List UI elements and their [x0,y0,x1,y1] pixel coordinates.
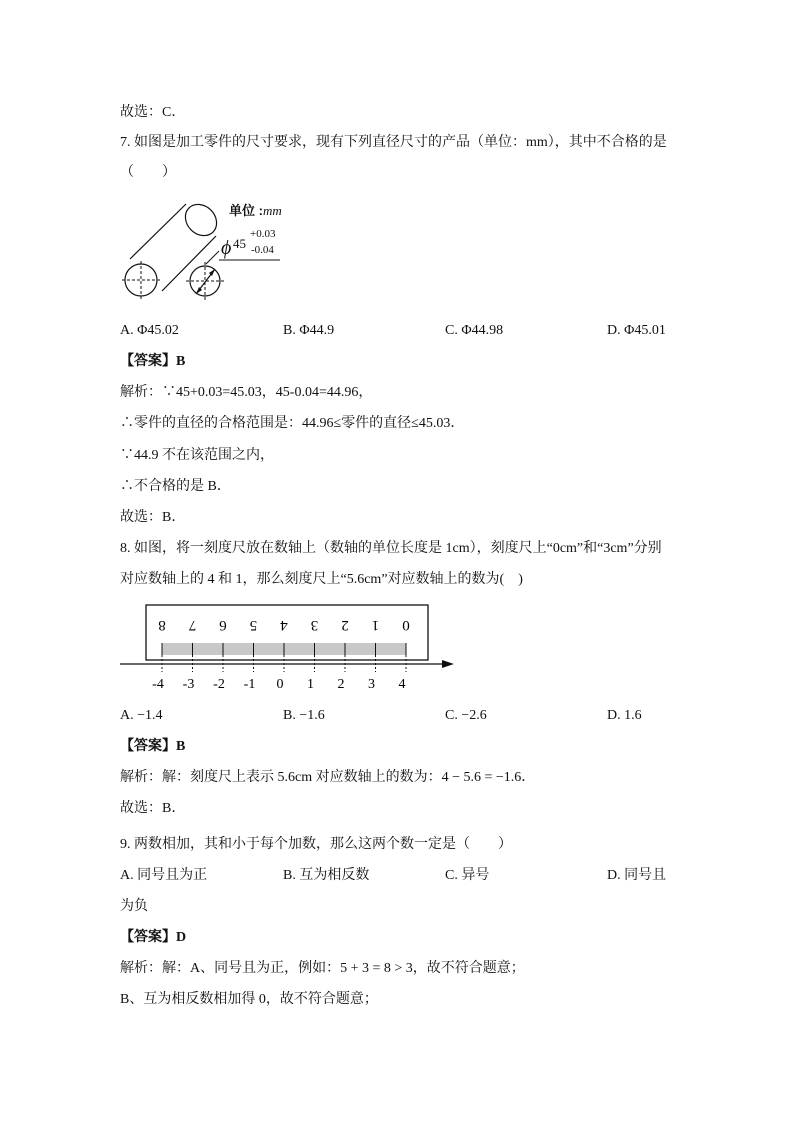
ruler-mark-label: 1 [371,617,380,633]
question-7-bracket: （ ） [120,165,176,180]
question-7-stem: 7. 如图是加工零件的尺寸要求，现有下列直径尺寸的产品（单位：mm），其中不合格的是 [120,135,667,150]
q7-option-a: A. Φ45.02 [120,323,179,338]
axis-tick-label: -3 [182,677,195,692]
figure-7-unit [229,200,282,219]
q7-answer: 【答案】B [120,354,186,369]
ruler-mark-label: 7 [188,617,197,633]
question-8-stem-2: 对应数轴上的 4 和 1，那么刻度尺上“5.6cm”对应数轴上的数为( ) [120,572,523,587]
q8-answer: 【答案】B [120,739,186,754]
q8-option-d: D. 1.6 [607,708,642,723]
ruler-mark-label: 4 [280,617,288,633]
q9-answer: 【答案】D [120,930,187,945]
ruler-mark-label: 0 [402,617,410,633]
q8-explanation-2: 故选：B． [120,801,186,816]
q9-option-d: D. 同号且 [607,868,667,883]
q8-option-c: C. −2.6 [445,708,487,723]
q7-option-c: C. Φ44.98 [445,323,504,338]
lower-tolerance: -0.04 [251,244,274,256]
q9-explanation-1: 解析：解：A、同号且为正，例如：5 + 3 = 8 > 3，故不符合题意； [120,961,525,976]
ruler-mark-label: 8 [158,617,166,633]
axis-tick-label: -4 [152,677,164,692]
ruler-mark-label: 2 [341,617,349,633]
figure-8-ruler-number-line [118,602,458,692]
phi-symbol: ϕ [221,237,232,259]
q7-explanation-4: ∴不合格的是 B． [120,479,231,494]
axis-tick-label: 3 [368,677,375,692]
answer-conclusion: 故选：C． [120,105,186,120]
q9-option-d-continued: 为负 [120,899,148,914]
ruler-mark-label: 5 [249,617,258,633]
number-line-arrow [442,660,454,668]
q7-explanation-1: 解析：∵45+0.03=45.03，45-0.04=44.96， [120,385,373,400]
q9-option-c: C. 异号 [445,868,490,883]
axis-tick-label: 4 [398,677,406,692]
axis-tick-label: 1 [307,677,314,692]
q8-explanation-1: 解析：解：刻度尺上表示 5.6cm 对应数轴上的数为：4 − 5.6 = −1.6． [120,770,536,785]
q9-explanation-2: B、互为相反数相加得 0，故不符合题意； [120,992,378,1007]
upper-tolerance: +0.03 [250,228,276,240]
nominal-value: 45 [233,236,246,251]
axis-tick-label: 2 [337,677,345,692]
q9-option-b: B. 互为相反数 [283,868,370,883]
figure-7-dimension [221,228,301,262]
ruler-mark-label: 6 [219,617,227,633]
q7-explanation-2: ∴零件的直径的合格范围是：44.96≤零件的直径≤45.03． [120,416,465,431]
q7-explanation-5: 故选：B． [120,510,186,525]
q8-option-b: B. −1.6 [283,708,325,723]
q7-explanation-3: ∵44.9 不在该范围之内， [120,448,274,463]
q8-option-a: A. −1.4 [120,708,163,723]
question-9-stem: 9. 两数相加，其和小于每个加数，那么这两个数一定是（ ） [120,837,512,852]
q9-option-a: A. 同号且为正 [120,868,208,883]
axis-tick-label: 0 [276,677,284,692]
q7-option-b: B. Φ44.9 [283,323,335,338]
question-8-stem: 8. 如图，将一刻度尺放在数轴上（数轴的单位长度是 1cm），刻度尺上“0cm”和“3cm”分别 [120,541,662,556]
unit-value: mm [262,203,282,218]
q7-option-d: D. Φ45.01 [607,323,666,338]
axis-tick-label: -2 [213,677,225,692]
ruler-mark-label: 3 [310,617,319,633]
unit-label: 单位 : [229,203,263,218]
axis-tick-label: -1 [243,677,256,692]
